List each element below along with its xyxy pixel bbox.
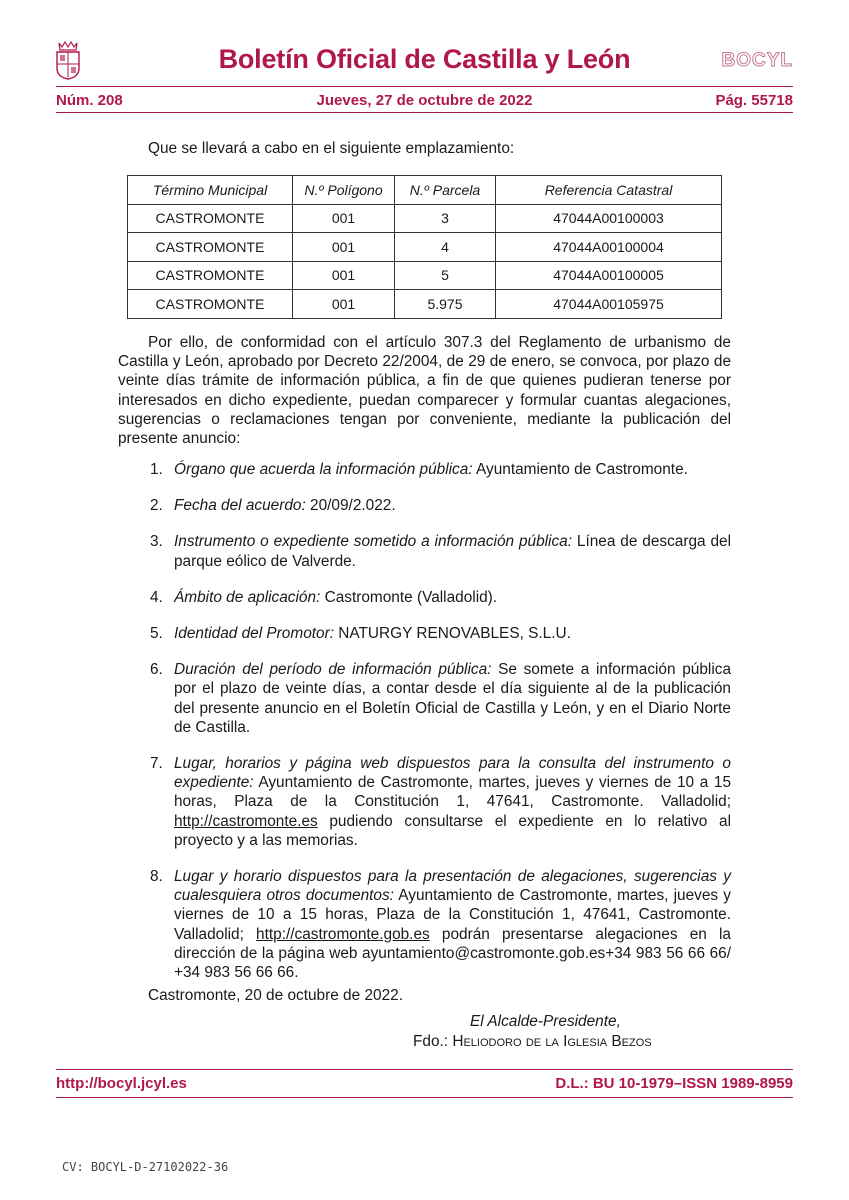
item-label: Lugar, horarios y página web dispuestos para la consulta del instrumento o expediente: bbox=[174, 755, 731, 792]
table-cell: 001 bbox=[293, 204, 395, 233]
table-cell: 5.975 bbox=[395, 290, 496, 319]
issue-number: Núm. 208 bbox=[56, 92, 123, 109]
item-number: 2. bbox=[150, 497, 163, 515]
announcement-list bbox=[118, 460, 731, 999]
intro-text: Que se llevará a cabo en el siguiente emplazamiento: bbox=[148, 140, 515, 157]
item-label: Órgano que acuerda la información pública: bbox=[174, 461, 473, 478]
signatory-name: Heliodoro de la Iglesia Bezos bbox=[452, 1033, 652, 1050]
signature-prefix: Fdo.: bbox=[413, 1033, 453, 1050]
item-label: Identidad del Promotor: bbox=[174, 625, 334, 643]
item-text: Ayuntamiento de Castromonte, martes, jueves y viernes de 10 a 15 horas, Plaza de la Constitución 1, 47641, Castromonte. Valladolid; bbox=[174, 774, 731, 811]
table-row bbox=[128, 233, 722, 262]
item-number: 5. bbox=[150, 625, 163, 643]
table-cell: 5 bbox=[395, 261, 496, 290]
table-cell: CASTROMONTE bbox=[128, 261, 293, 290]
list-item bbox=[118, 867, 731, 982]
footer-rule-top bbox=[56, 1069, 793, 1070]
item-text: Línea de descarga del parque eólico de Valverde. bbox=[174, 533, 732, 570]
list-item bbox=[118, 588, 731, 607]
item-number: 6. bbox=[150, 661, 163, 679]
column-header: Término Municipal bbox=[128, 176, 293, 205]
table-cell: 47044A00105975 bbox=[496, 290, 722, 319]
table-row bbox=[128, 290, 722, 319]
body-paragraph: Por ello, de conformidad con el artículo 307.3 del Reglamento de urbanismo de Castilla y León, aprobado por Decreto 22/2004, de 29 de enero, se convoca, por plazo de veinte días trámite de información pública, a fin de que quienes pudieran tenerse por interesados en dicho expediente, puedan comparecer y formular cuantas alegaciones, sugerencias o reclamaciones tengan por conveniente, mediante la publicación del presente anuncio: bbox=[118, 334, 731, 448]
table-cell: 3 bbox=[395, 204, 496, 233]
table-cell: 4 bbox=[395, 233, 496, 262]
item-label: Instrumento o expediente sometido a información pública: bbox=[174, 533, 573, 551]
bocyl-logo: BOCYL bbox=[721, 50, 793, 71]
footer-url[interactable]: http://bocyl.jcyl.es bbox=[56, 1075, 187, 1092]
list-item bbox=[118, 496, 731, 515]
header-rule-top bbox=[56, 86, 793, 87]
column-header: Referencia Catastral bbox=[496, 176, 722, 205]
table-cell: CASTROMONTE bbox=[128, 204, 293, 233]
item-text: Ayuntamiento de Castromonte. bbox=[472, 461, 688, 478]
table-cell: 001 bbox=[293, 233, 395, 262]
table-header-row bbox=[128, 176, 722, 205]
item-link[interactable]: http://castromonte.gob.es bbox=[256, 925, 430, 943]
footer-rule-bottom bbox=[56, 1097, 793, 1098]
list-item bbox=[118, 624, 731, 643]
bulletin-title: Boletín Oficial de Castilla y León bbox=[218, 44, 631, 74]
item-text: Castromonte (Valladolid). bbox=[320, 588, 498, 606]
issue-date: Jueves, 27 de octubre de 2022 bbox=[316, 92, 533, 109]
item-text: Ayuntamiento de Castromonte, martes, jueves y viernes de 10 a 15 horas, Plaza de la Constitución 1, 47641, Castromonte. Valladolid; bbox=[174, 887, 731, 943]
table-cell: 001 bbox=[293, 290, 395, 319]
signatory-role: El Alcalde-Presidente, bbox=[470, 1013, 621, 1030]
item-text: Se somete a información pública por el plazo de veinte días, a contar desde el día siguiente al de la publicación del presente anuncio en el Boletín Oficial de Castilla y León, y en el Diario Norte de Castilla. bbox=[174, 661, 731, 736]
item-text-after: podrán presentarse alegaciones en la dirección de la página web ayuntamiento@castromonte.gob.es+34 983 56 66 66/ +34 983 56 66 66. bbox=[174, 925, 731, 982]
column-header: N.º Parcela bbox=[395, 176, 496, 205]
list-item bbox=[118, 532, 731, 570]
item-label: Fecha del acuerdo: bbox=[174, 497, 306, 515]
list-item bbox=[118, 460, 731, 479]
item-label: Lugar y horario dispuestos para la presentación de alegaciones, sugerencias y cualesquiera otros documentos: bbox=[174, 868, 731, 905]
table-cell: 47044A00100003 bbox=[496, 204, 722, 233]
column-header: N.º Polígono bbox=[293, 176, 395, 205]
list-item bbox=[118, 660, 731, 737]
footer-legal: D.L.: BU 10-1979–ISSN 1989-8959 bbox=[555, 1075, 793, 1092]
item-number: 4. bbox=[150, 588, 163, 606]
table-cell: 001 bbox=[293, 261, 395, 290]
page-number: Pág. 55718 bbox=[715, 92, 793, 109]
item-text: 20/09/2.022. bbox=[305, 497, 396, 515]
table-cell: 47044A00100005 bbox=[496, 261, 722, 290]
item-text: NATURGY RENOVABLES, S.L.U. bbox=[334, 625, 571, 643]
signatory bbox=[413, 1033, 652, 1051]
table-row bbox=[128, 261, 722, 290]
place-date: Castromonte, 20 de octubre de 2022. bbox=[148, 987, 403, 1004]
item-number: 3. bbox=[150, 533, 163, 551]
item-number: 7. bbox=[150, 755, 163, 773]
item-number: 1. bbox=[150, 461, 163, 478]
item-link[interactable]: http://castromonte.es bbox=[174, 812, 318, 830]
table-cell: CASTROMONTE bbox=[128, 290, 293, 319]
parcel-table bbox=[127, 175, 722, 319]
header-rule-bottom bbox=[56, 112, 793, 113]
table-row bbox=[128, 204, 722, 233]
list-item bbox=[118, 754, 731, 850]
table-cell: CASTROMONTE bbox=[128, 233, 293, 262]
table-cell: 47044A00100004 bbox=[496, 233, 722, 262]
verification-code: CV: BOCYL-D-27102022-36 bbox=[62, 1160, 229, 1174]
item-label: Ámbito de aplicación: bbox=[174, 588, 321, 606]
item-number: 8. bbox=[150, 868, 163, 886]
item-label: Duración del período de información pública: bbox=[174, 661, 492, 679]
item-text-after: pudiendo consultarse el expediente en lo relativo al proyecto y a las memorias. bbox=[174, 812, 731, 849]
